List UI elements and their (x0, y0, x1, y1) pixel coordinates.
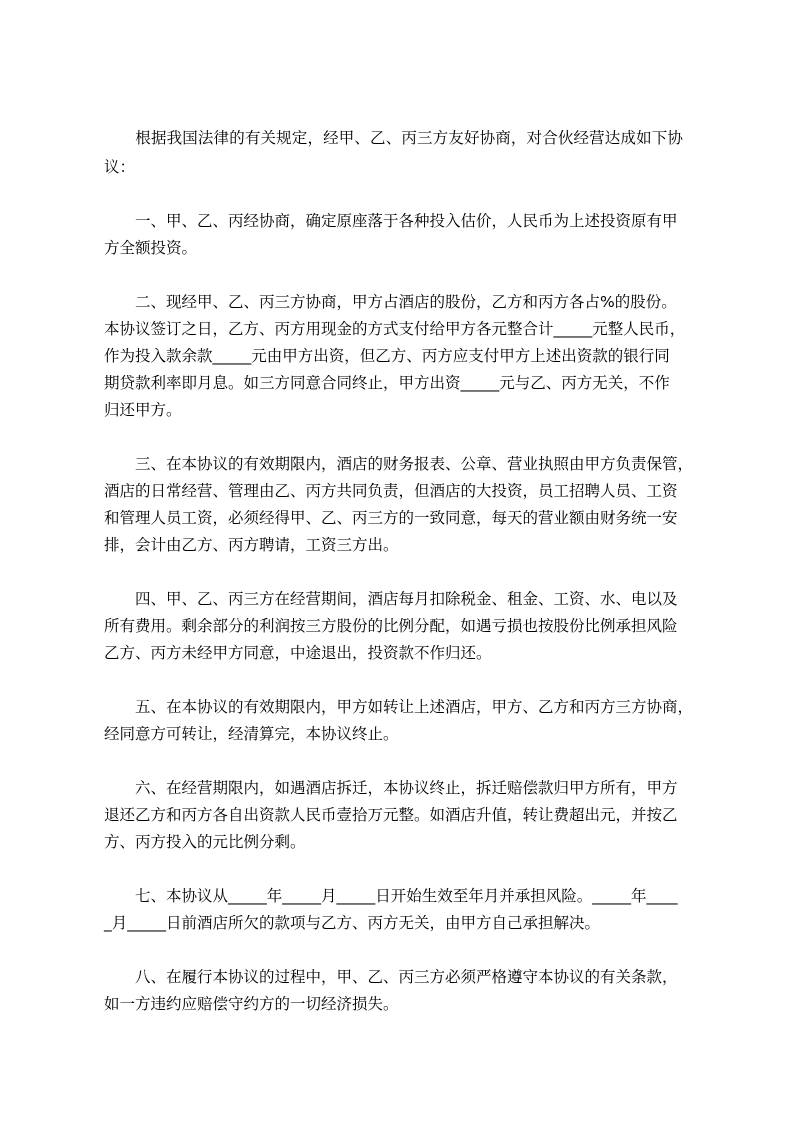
text-line: 五、在本协议的有效期限内，甲方如转让上述酒店，甲方、乙方和丙方三方协商， (104, 698, 694, 716)
text-line: 期贷款利率即月息。如三方同意合同终止，甲方出资_____元与乙、丙方无关，不作 (104, 374, 670, 392)
text-line: 六、在经营期限内，如遇酒店拆迁，本协议终止，拆迁赔偿款归甲方所有，甲方 (104, 779, 678, 797)
text-line: 四、甲、乙、丙三方在经营期间，酒店每月扣除税金、租金、工资、水、电以及 (104, 590, 678, 608)
text-line: 所有费用。剩余部分的利润按三方股份的比例分配，如遇亏损也按股份比例承担风险 (104, 617, 678, 635)
text-line: 经同意方可转让，经清算完，本协议终止。 (104, 725, 399, 743)
text-line: 七、本协议从_____年_____月_____日开始生效至年月并承担风险。_____年____ (104, 887, 678, 905)
text-line: _月_____日前酒店所欠的款项与乙方、丙方无关，由甲方自己承担解决。 (104, 914, 601, 932)
text-line: 方全额投资。 (104, 239, 198, 257)
text-line: 排，会计由乙方、丙方聘请，工资三方出。 (104, 536, 399, 554)
text-line: 三、在本协议的有效期限内，酒店的财务报表、公章、营业执照由甲方负责保管， (104, 455, 694, 473)
text-line: 根据我国法律的有关规定，经甲、乙、丙三方友好协商，对合伙经营达成如下协 (104, 129, 684, 147)
text-line: 和管理人员工资，必须经得甲、乙、丙三方的一致同意，每天的营业额由财务统一安 (104, 509, 678, 527)
text-line: 酒店的日常经营、管理由乙、丙方共同负责，但酒店的大投资，员工招聘人员、工资 (104, 482, 678, 500)
text-line: 议： (104, 158, 136, 176)
text-line: 作为投入款余款_____元由甲方出资，但乙方、丙方应支付甲方上述出资款的银行同 (104, 347, 670, 365)
text-line: 八、在履行本协议的过程中，甲、乙、丙三方必须严格遵守本协议的有关条款， (104, 968, 678, 986)
text-line: 二、现经甲、乙、丙三方协商，甲方占酒店的股份，乙方和丙方各占%的股份。 (104, 293, 677, 311)
text-line: 乙方、丙方未经甲方同意，中途退出，投资款不作归还。 (104, 644, 492, 662)
text-line: 退还乙方和丙方各自出资款人民币壹拾万元整。如酒店升值，转让费超出元，并按乙 (104, 806, 678, 824)
text-line: 归还甲方。 (104, 401, 182, 419)
text-line: 一、甲、乙、丙经协商，确定原座落于各种投入估价，人民币为上述投资原有甲 (104, 212, 678, 230)
text-line: 本协议签订之日，乙方、丙方用现金的方式支付给甲方各元整合计_____元整人民币， (104, 320, 686, 338)
text-line: 方、丙方投入的元比例分剩。 (104, 833, 306, 851)
text-line: 如一方违约应赔偿守约方的一切经济损失。 (104, 995, 399, 1013)
